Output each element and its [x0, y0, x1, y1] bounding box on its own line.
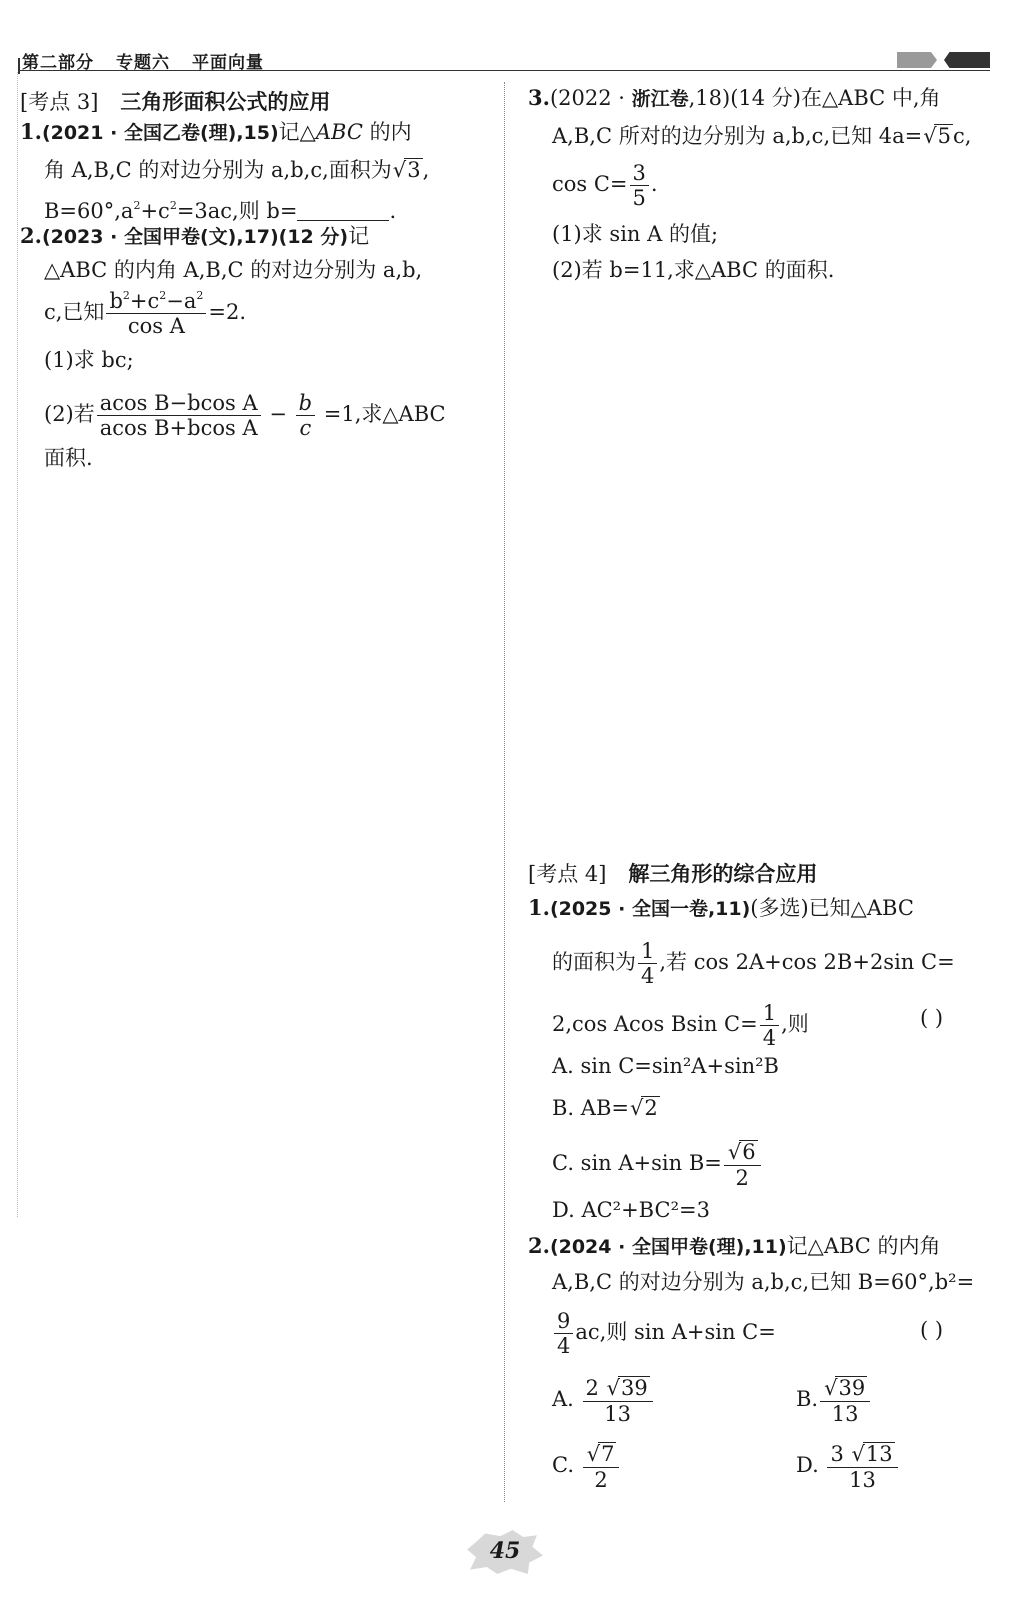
- q4-2-optb-den: 13: [831, 1402, 859, 1427]
- answer-blank[interactable]: [297, 202, 389, 221]
- q3-2-l3b: =2.: [208, 300, 247, 325]
- q3-1-text-b: 的内: [369, 120, 412, 144]
- q3-3-l3a: cos C=: [552, 172, 628, 197]
- q4-2-fraction: [554, 1310, 573, 1357]
- q4-1-optb-text: B. AB=: [552, 1096, 629, 1120]
- q3-3-part2: (2)若 b=11,求△ABC 的面积.: [552, 258, 835, 282]
- q4-1-fraction2: [760, 1002, 779, 1049]
- q4-1-line3: [552, 1002, 809, 1049]
- q3-2-frac-den: cos A: [127, 314, 185, 339]
- q3-3-src-a: (2022 ·: [549, 86, 632, 110]
- q4-1-l2-num: 1: [638, 940, 657, 964]
- q4-2-optd-label: D.: [796, 1453, 819, 1478]
- header-decoration-light: [897, 52, 937, 68]
- q4-2-optb-fraction: [820, 1376, 870, 1425]
- q4-1-option-b[interactable]: [552, 1094, 660, 1122]
- q3-3-l2b: c,: [953, 124, 972, 148]
- q4-1-option-d[interactable]: D. AC²+BC²=3: [552, 1198, 710, 1222]
- section-3-heading: [20, 86, 330, 116]
- q3-2-line2-text: △ABC 的内角 A,B,C 的对边分别为 a,b,: [44, 258, 423, 282]
- q3-1-l3c: =3ac,则 b=: [176, 199, 298, 223]
- q4-1-l2b: ,若 cos 2A+cos 2B+2sin C=: [659, 950, 955, 975]
- q4-1-l2a: 的面积为: [552, 950, 636, 975]
- q3-2-source: (2023 · 全国甲卷(文),17)(12 分): [41, 226, 349, 248]
- q3-2-p2-fraction: [97, 392, 261, 439]
- q4-1-l3b: ,则: [781, 1012, 809, 1037]
- q3-2-c: c: [299, 416, 312, 441]
- q4-1-l3a: 2,cos Acos Bsin C=: [552, 1012, 758, 1037]
- q4-1-l3-den: 4: [762, 1026, 777, 1051]
- q3-3-l3b: .: [650, 172, 658, 197]
- q4-2-answer-paren[interactable]: ( ): [920, 1318, 944, 1342]
- q3-3-number: 3.: [528, 85, 550, 110]
- q4-1-line2: [552, 940, 955, 987]
- q3-2-line3: [44, 290, 246, 337]
- q4-2-den: 4: [557, 1334, 571, 1359]
- q3-1-number: 1.: [20, 119, 42, 144]
- q4-2-opta-label: A.: [552, 1387, 574, 1412]
- left-margin-rule: [17, 72, 18, 1217]
- q3-3-part1: (1)求 sin A 的值;: [552, 222, 719, 246]
- header-title: 平面向量: [192, 53, 264, 73]
- q4-2-option-b[interactable]: [796, 1376, 872, 1425]
- q4-1-line1: [528, 894, 914, 923]
- q4-2-optb-label: B.: [796, 1387, 819, 1412]
- q3-2-l3a: c,已知: [44, 300, 105, 325]
- q3-2-fraction: $\frac{b^2+c^2-a^2}{\text{cos A}}$: [106, 290, 206, 337]
- q4-2-line1: [528, 1232, 941, 1261]
- q3-1-abc: ABC: [315, 120, 363, 144]
- q3-1-l3b: +c: [140, 199, 170, 223]
- q4-1-optb-sqrt: √ 2: [641, 1096, 660, 1120]
- q3-1-l3d: .: [389, 199, 397, 223]
- q3-2-frac-num-b: +c: [129, 289, 160, 313]
- q3-1-sqrt: √ 3: [404, 158, 423, 182]
- q3-2-frac-num-c: −a: [166, 289, 197, 313]
- q4-1-optc-sqrt: √ 6: [739, 1140, 758, 1164]
- q3-1-line2: [44, 156, 429, 184]
- section-3-title: 三角形面积公式的应用: [120, 90, 331, 114]
- q3-2-part1: (1)求 bc;: [44, 348, 134, 372]
- q4-2-option-d[interactable]: [796, 1442, 900, 1491]
- q3-3-line3: [552, 162, 658, 209]
- q4-2-opta-fraction: [583, 1376, 653, 1425]
- q4-2-optb-sqrt: √ 39: [835, 1376, 867, 1400]
- q4-1-optc-text: C. sin A+sin B=: [552, 1151, 722, 1176]
- q3-1-line2-text: 角 A,B,C 的对边分别为 a,b,c,面积为: [44, 158, 392, 182]
- q4-2-optd-coef: 3: [830, 1442, 844, 1466]
- q4-1-l3-num: 1: [760, 1002, 779, 1026]
- section-4-title: 解三角形的综合应用: [628, 862, 818, 886]
- q4-1-optc-fraction: [724, 1140, 761, 1189]
- q3-2-p2-num: acos B−bcos A: [97, 392, 261, 416]
- q4-1-option-c[interactable]: [552, 1140, 763, 1189]
- q3-2-part2: [44, 392, 446, 439]
- q4-2-num: 9: [554, 1310, 573, 1334]
- q3-2-number: 2.: [20, 223, 42, 248]
- q4-2-optc-den: 2: [594, 1468, 608, 1493]
- section-4-bracket: [考点 4]: [528, 862, 607, 886]
- q3-2-p2a: (2)若: [44, 402, 95, 427]
- header-part: 第二部分: [22, 53, 94, 73]
- header-topic: 专题六: [116, 53, 170, 73]
- header-decoration-dark: [944, 52, 990, 68]
- q4-2-opta-coef: 2: [585, 1376, 599, 1400]
- q4-2-line2: A,B,C 的对边分别为 a,b,c,已知 B=60°,b²=: [552, 1270, 975, 1294]
- q4-2-opta-sqrt: √ 39: [618, 1376, 650, 1400]
- q3-1-text: 记△: [278, 120, 316, 144]
- q4-1-l2-den: 4: [641, 964, 655, 989]
- q4-2-line3: [552, 1310, 776, 1357]
- q3-3-num: 3: [630, 162, 649, 186]
- q3-3-sqrt: √ 5: [934, 124, 953, 148]
- q4-1-option-a[interactable]: A. sin C=sin²A+sin²B: [552, 1054, 779, 1078]
- header-tick: [18, 58, 20, 74]
- q4-2-source: (2024 · 全国甲卷(理),11): [549, 1236, 787, 1258]
- q3-3-line2: [552, 122, 971, 150]
- q3-2-p2-den: acos B+bcos A: [99, 416, 258, 441]
- q4-2-l3a: ac,则 sin A+sin C=: [575, 1320, 776, 1345]
- q4-1-answer-paren[interactable]: ( ): [920, 1006, 944, 1030]
- q3-1-line3: $B=60^\circ,a^2+c^2=3ac$,则 b= .: [44, 199, 397, 223]
- q4-1-number: 1.: [528, 895, 550, 920]
- q4-2-optc-fraction: [583, 1442, 620, 1491]
- q4-2-option-a[interactable]: [552, 1376, 655, 1425]
- q4-2-opta-den: 13: [604, 1402, 631, 1427]
- q4-2-option-c[interactable]: [552, 1442, 621, 1491]
- q3-2-p2b: =1,求△ABC: [323, 402, 446, 427]
- q4-2-optd-den: 13: [849, 1468, 876, 1493]
- column-divider: [504, 82, 505, 1502]
- q3-1-line1: [20, 118, 412, 147]
- q4-2-number: 2.: [528, 1233, 550, 1258]
- q3-3-src-c: ,18)(14 分)在△ABC 中,角: [688, 86, 941, 110]
- q4-2-optc-sqrt: √ 7: [598, 1442, 617, 1466]
- q3-2-line1: [20, 222, 369, 251]
- q3-2-b: b: [296, 392, 315, 416]
- section-4-heading: [528, 858, 817, 888]
- q4-2-optd-sqrt: √ 13: [863, 1442, 895, 1466]
- q4-2-text: 记△ABC 的内角: [786, 1234, 941, 1258]
- q4-1-area-fraction: [638, 940, 657, 987]
- q3-3-src-b: 浙江卷: [631, 88, 689, 110]
- q3-3-line1: [528, 84, 941, 113]
- q3-3-den: 5: [632, 186, 646, 211]
- q4-1-text: (多选)已知△ABC: [750, 896, 914, 920]
- q4-1-source: (2025 · 全国一卷,11): [549, 898, 751, 920]
- q4-2-optc-label: C.: [552, 1453, 574, 1478]
- q3-1-source: (2021 · 全国乙卷(理),15): [41, 122, 279, 144]
- q3-1-l3a: B=60°,a: [44, 199, 134, 223]
- page-number: 45: [489, 1538, 521, 1564]
- q3-3-l2a: A,B,C 所对的边分别为 a,b,c,已知 4a=: [552, 124, 923, 148]
- header-rule: [18, 70, 990, 71]
- q3-2-line2: [44, 256, 422, 284]
- q3-2-minus: −: [269, 402, 287, 427]
- section-3-bracket: [考点 3]: [20, 90, 99, 114]
- q3-2-b-over-c: [296, 392, 315, 439]
- q3-2-text: 记: [348, 224, 370, 248]
- q3-3-fraction: [630, 162, 649, 209]
- q3-2-part2-cont: 面积.: [44, 446, 93, 470]
- q4-1-optc-den: 2: [735, 1166, 749, 1191]
- q3-2-frac-num-a: b: [109, 289, 123, 313]
- q4-2-optd-fraction: [827, 1442, 897, 1491]
- q3-1-comma: ,: [422, 158, 430, 182]
